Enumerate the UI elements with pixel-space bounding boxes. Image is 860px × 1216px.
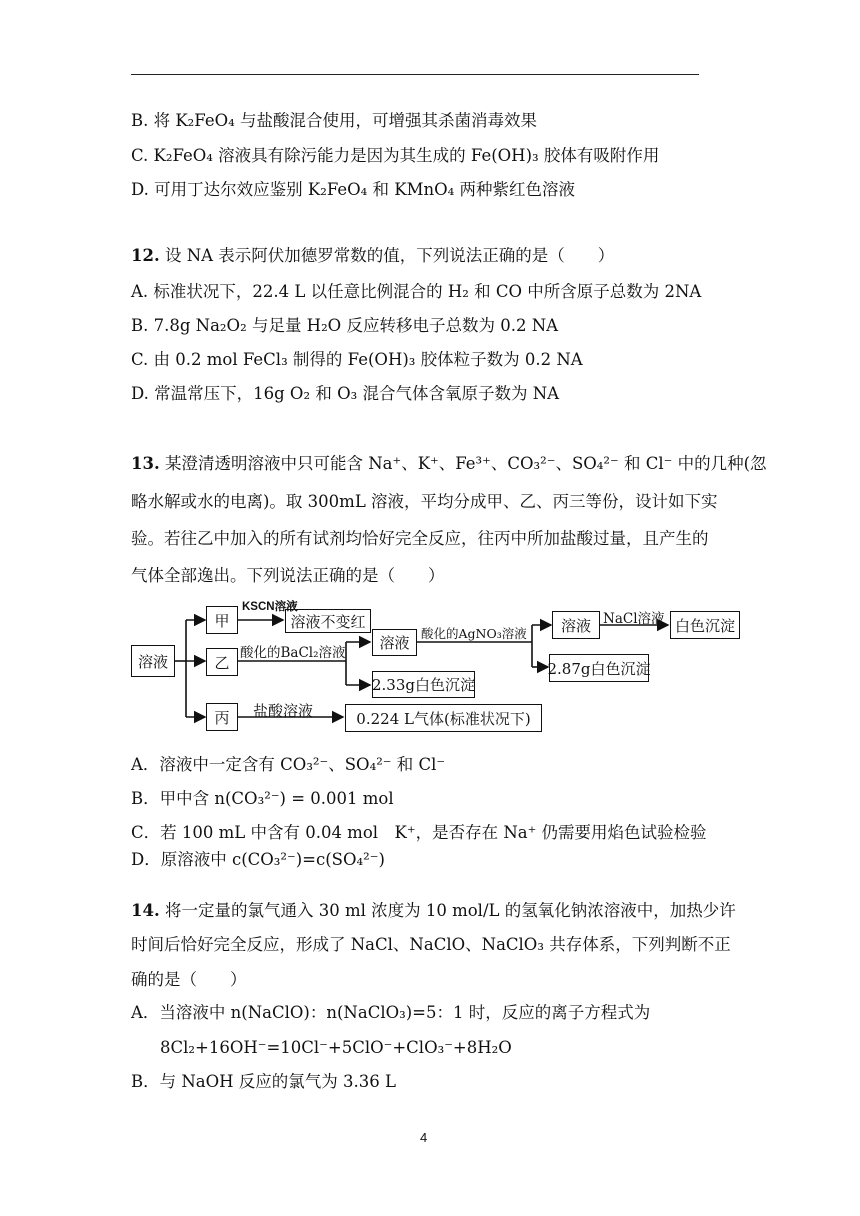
box-jia: 甲 [206,606,238,634]
q13-option-a: A．溶液中一定含有 CO₃²⁻、SO₄²⁻ 和 Cl⁻ [131,755,446,774]
q13-option-c: C．若 100 mL 中含有 0.04 mol K⁺，是否存在 Na⁺ 仍需要用焰色试验检验 [131,823,707,842]
page-number: 4 [420,1130,428,1145]
box-yi: 乙 [206,648,238,676]
q14-equation: 8Cl₂+16OH⁻=10Cl⁻+5ClO⁻+ClO₃⁻+8H₂O [160,1038,512,1057]
q14-line-1 [131,900,736,922]
box-solution: 溶液 [131,645,175,677]
q13-line-4: 气体全部逸出。下列说法正确的是（ ） [131,566,445,585]
q12-option-a: A. 标准状况下，22.4 L 以任意比例混合的 H₂ 和 CO 中所含原子总数为 2NA [131,282,702,301]
label-kscn: KSCN溶液 [242,601,298,613]
q14-stem-1: 将一定量的氯气通入 30 ml 浓度为 10 mol/L 的氢氧化钠浓溶液中，加热少许 [164,901,736,920]
box-gas: 0.224 L气体(标准状况下) [345,704,542,732]
q12-number: 12. [131,246,160,265]
box-white-ppt: 白色沉淀 [670,611,740,639]
q13-option-b: B．甲中含 n(CO₃²⁻) = 0.001 mol [131,789,394,808]
box-no-red: 溶液不变红 [285,609,371,633]
q12-stem-line [131,245,614,267]
q13-option-d: D．原溶液中 c(CO₃²⁻)=c(SO₄²⁻) [131,850,385,869]
q12-option-b: B. 7.8g Na₂O₂ 与足量 H₂O 反应转移电子总数为 0.2 NA [131,316,559,335]
q13-number: 13. [131,454,160,473]
q13-line-1 [131,453,767,475]
q11-option-c: C. K₂FeO₄ 溶液具有除污能力是因为其生成的 Fe(OH)₃ 胶体有吸附作用 [131,146,660,165]
box-solution-2: 溶液 [372,629,417,656]
q14-line-3: 确的是（ ） [131,970,247,989]
box-ppt-233: 2.33g白色沉淀 [372,671,475,698]
box-ppt-287: 2.87g白色沉淀 [549,654,649,682]
label-hcl: 盐酸溶液 [253,702,314,720]
q13-line-2: 略水解或水的电离)。取 300mL 溶液，平均分成甲、乙、丙三等份，设计如下实 [131,492,718,511]
box-solution-3: 溶液 [552,611,600,639]
q12-option-d: D. 常温常压下，16g O₂ 和 O₃ 混合气体含氧原子数为 NA [131,384,560,403]
q12-option-c: C. 由 0.2 mol FeCl₃ 制得的 Fe(OH)₃ 胶体粒子数为 0.2 NA [131,350,583,369]
q13-line-3: 验。若往乙中加入的所有试剂均恰好完全反应，往丙中所加盐酸过量，且产生的 [131,529,709,548]
header-rule [131,74,699,75]
q12-stem: 设 NA 表示阿伏加德罗常数的值，下列说法正确的是（ ） [164,246,615,265]
q13-stem-1: 某澄清透明溶液中只可能含 Na⁺、K⁺、Fe³⁺、CO₃²⁻、SO₄²⁻ 和 Cl⁻ 中的几种(忽 [164,454,767,473]
q14-option-b: B．与 NaOH 反应的氯气为 3.36 L [131,1072,396,1091]
label-bacl2: 酸化的BaCl₂溶液 [240,645,346,661]
q14-number: 14. [131,901,160,920]
box-bing: 丙 [206,703,238,731]
q11-option-d: D. 可用丁达尔效应鉴别 K₂FeO₄ 和 KMnO₄ 两种紫红色溶液 [131,180,575,199]
q14-line-2: 时间后恰好完全反应，形成了 NaCl、NaClO、NaClO₃ 共存体系，下列判断不正 [131,935,731,954]
q14-option-a: A．当溶液中 n(NaClO)：n(NaClO₃)=5：1 时，反应的离子方程式为 [131,1003,651,1022]
label-nacl: NaCl溶液 [603,611,665,627]
label-agno3: 酸化的AgNO₃溶液 [421,626,527,641]
q11-option-b: B. 将 K₂FeO₄ 与盐酸混合使用，可增强其杀菌消毒效果 [131,111,537,130]
